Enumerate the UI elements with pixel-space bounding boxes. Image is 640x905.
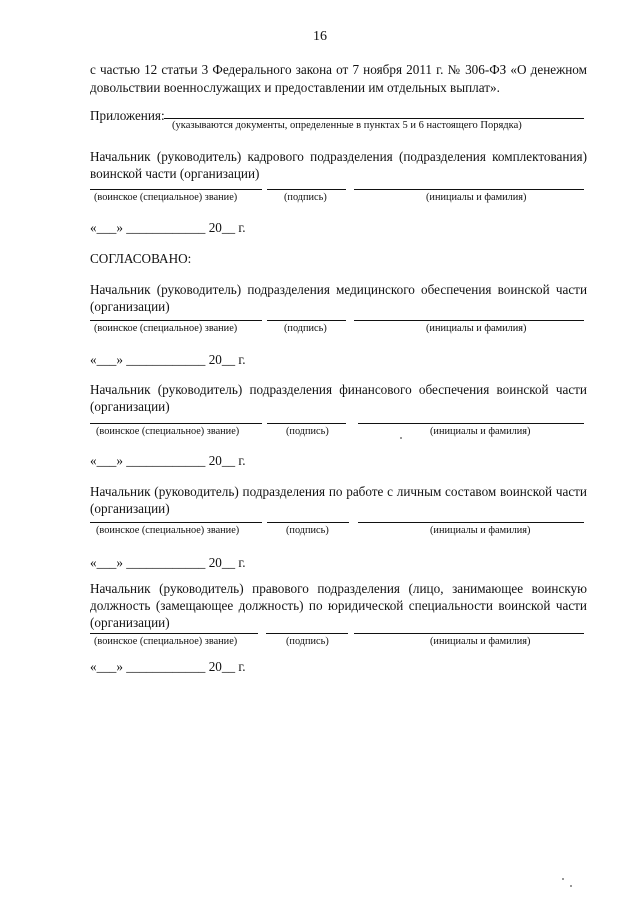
signature-caption: (подпись) xyxy=(284,192,327,203)
rank-line xyxy=(90,633,258,634)
signature-row-legal xyxy=(90,633,587,653)
section-title-medical: Начальник (руководитель) подразделения медицинского обеспечения воинской части (организации) xyxy=(90,282,587,314)
attachments-caption: (указываются документы, определенные в пунктах 5 и 6 настоящего Порядка) xyxy=(172,120,522,131)
signature-line xyxy=(267,423,346,424)
signature-row-personnel xyxy=(90,189,587,209)
agreed-heading: СОГЛАСОВАНО: xyxy=(90,251,192,266)
signature-caption: (подпись) xyxy=(284,323,327,334)
name-line xyxy=(358,522,584,523)
signature-row-personnel-work xyxy=(90,522,587,542)
signature-line xyxy=(266,633,348,634)
name-line xyxy=(354,320,584,321)
signature-caption: (подпись) xyxy=(286,525,329,536)
name-caption: (инициалы и фамилия) xyxy=(430,636,531,647)
name-caption: (инициалы и фамилия) xyxy=(426,323,527,334)
section-title-legal: Начальник (руководитель) правового подразделения (лицо, занимающее воинскую должность (замещающее должность) по юридической специальности воинской части (организации) xyxy=(90,581,587,630)
attachments-block xyxy=(90,107,587,131)
rank-caption: (воинское (специальное) звание) xyxy=(96,426,240,437)
attachments-fill-line xyxy=(164,118,584,119)
rank-line xyxy=(90,522,262,523)
date-line-legal: «___» ____________ 20__ г. xyxy=(90,659,246,674)
rank-line xyxy=(90,189,262,190)
name-line xyxy=(354,633,584,634)
section-title-personnel: Начальник (руководитель) кадрового подразделения (подразделения комплектования) воинской части (организации) xyxy=(90,149,587,181)
date-line-personnel: «___» ____________ 20__ г. xyxy=(90,220,246,235)
signature-caption: (подпись) xyxy=(286,636,329,647)
signature-caption: (подпись) xyxy=(286,426,329,437)
date-line-medical: «___» ____________ 20__ г. xyxy=(90,352,246,367)
name-caption: (инициалы и фамилия) xyxy=(430,525,531,536)
rank-line xyxy=(90,423,262,424)
rank-caption: (воинское (специальное) звание) xyxy=(94,192,238,203)
signature-line xyxy=(267,189,346,190)
scan-speck xyxy=(570,885,572,887)
rank-caption: (воинское (специальное) звание) xyxy=(94,323,238,334)
scan-speck xyxy=(562,878,564,880)
attachments-label: Приложения: xyxy=(90,108,165,123)
section-title-personnel-work: Начальник (руководитель) подразделения по работе с личным составом воинской части (организации) xyxy=(90,484,587,516)
date-line-personnel-work: «___» ____________ 20__ г. xyxy=(90,555,246,570)
name-caption: (инициалы и фамилия) xyxy=(426,192,527,203)
name-caption: (инициалы и фамилия) xyxy=(430,426,531,437)
signature-line xyxy=(267,320,346,321)
rank-line xyxy=(90,320,262,321)
name-line xyxy=(354,189,584,190)
signature-row-medical xyxy=(90,320,587,340)
page-number: 16 xyxy=(313,29,327,44)
intro-paragraph: с частью 12 статьи 3 Федерального закона от 7 ноября 2011 г. № 306-ФЗ «О денежном довольствии военнослужащих и предоставлении им отдельных выплат». xyxy=(90,62,587,95)
signature-row-finance xyxy=(90,423,587,443)
scan-speck xyxy=(400,437,402,439)
rank-caption: (воинское (специальное) звание) xyxy=(96,525,240,536)
name-line xyxy=(358,423,584,424)
signature-line xyxy=(267,522,349,523)
rank-caption: (воинское (специальное) звание) xyxy=(94,636,238,647)
section-title-finance: Начальник (руководитель) подразделения финансового обеспечения воинской части (организации) xyxy=(90,382,587,414)
date-line-finance: «___» ____________ 20__ г. xyxy=(90,453,246,468)
